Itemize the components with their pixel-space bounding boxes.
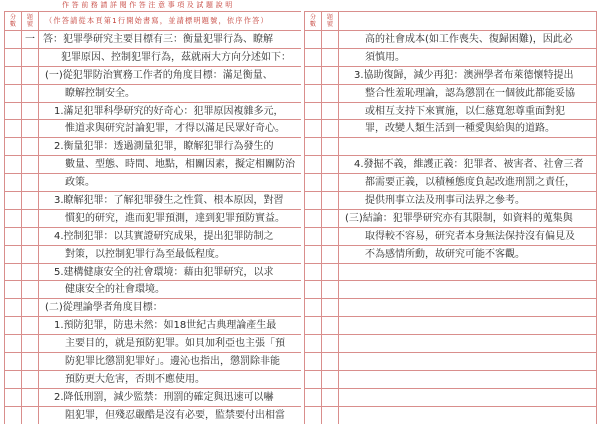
answer-line-text: 5.建構健康安全的社會環境：藉由犯罪研究，以求 <box>54 266 274 278</box>
answer-line <box>5 317 301 335</box>
blank-line <box>305 353 596 371</box>
answer-line <box>305 192 596 210</box>
answer-line-text: 犯罪原因、控制犯罪行為，茲就兩大方向分述如下： <box>61 51 291 63</box>
answer-line <box>5 246 301 264</box>
answer-line <box>5 281 301 299</box>
score-column-header <box>305 12 322 30</box>
answer-line-text: 預防更大危害，否則不應使用。 <box>65 373 205 385</box>
answer-line <box>5 138 301 156</box>
sheet-header <box>305 12 596 31</box>
answer-line-text: 高的社會成本(如工作喪失、復歸困難)，因此必 <box>365 34 573 45</box>
blank-line <box>305 407 596 424</box>
answer-line-text: 1.預防犯罪，防患未然：如18世紀古典理論產生最 <box>54 320 277 332</box>
answer-line <box>5 103 301 121</box>
question-number-column-header <box>22 12 39 30</box>
answer-line <box>305 49 596 67</box>
answer-line-text: 3.瞭解犯罪：了解犯罪發生之性質、根本原因，對習 <box>54 195 284 207</box>
answer-line <box>305 85 596 103</box>
header-blank <box>339 12 345 30</box>
answer-line-text: (三)結論：犯罪學研究亦有其限制，如資料的蒐集與 <box>345 212 573 224</box>
blank-line <box>305 335 596 353</box>
answer-line-text: 2.降低刑罰，減少監禁：刑罰的確定與迅速可以嚇 <box>54 391 274 403</box>
blank-line <box>305 317 596 335</box>
answer-line <box>305 67 596 85</box>
blank-line <box>305 299 596 317</box>
answer-line-text: 1.滿足犯罪科學研究的好奇心：犯罪原因複雜多元， <box>54 105 284 117</box>
answer-line <box>5 174 301 192</box>
answer-line <box>5 264 301 282</box>
answer-line-text: 3.協助復歸，減少再犯：澳洲學者布萊德懷特提出 <box>354 69 574 81</box>
answer-line-text: 2.衡量犯罪：透過測量犯罪，瞭解犯罪行為發生的 <box>54 141 274 153</box>
answer-line-text: 健康安全的社會環境。 <box>65 284 165 296</box>
answer-line-text: 須慎用。 <box>365 51 405 63</box>
sheet-header <box>5 12 301 31</box>
answer-line <box>5 371 301 389</box>
answer-line-text: 阻犯罪，但殘忍嚴酷是沒有必要，監禁要付出相當 <box>65 409 285 421</box>
answer-line-text: 不為感情所動，故研究可能不客觀。 <box>365 248 525 260</box>
answer-sheet-left-page <box>4 11 301 424</box>
blank-line <box>305 138 596 156</box>
question-number-label: 題號 <box>326 14 333 28</box>
blank-line <box>305 281 596 299</box>
answer-line <box>305 228 596 246</box>
question-number: 一 <box>22 31 39 48</box>
answer-line-text: 瞭解控制安全。 <box>65 87 135 99</box>
blank-line <box>305 264 596 282</box>
answer-line <box>5 49 301 67</box>
answer-line <box>305 156 596 174</box>
answer-line <box>5 156 301 174</box>
answer-line <box>5 67 301 85</box>
answer-line <box>5 353 301 371</box>
answer-line-text: 4.控制犯罪：以其實證研究成果，提出犯罪防制之 <box>54 230 274 242</box>
answer-line <box>5 228 301 246</box>
answer-line-text: 整合性羞恥理論，認為懲罰在一個彼此都能妥協 <box>365 87 575 99</box>
answer-line <box>305 31 596 49</box>
answer-line-text: 對策，以控制犯罪行為至最低程度。 <box>65 248 225 260</box>
score-label: 分數 <box>309 14 316 28</box>
answer-line-text: 主要目的，就是預防犯罪。如貝加利亞也主張「預 <box>65 338 285 350</box>
answer-line-text: 政策。 <box>65 177 95 189</box>
blank-line <box>305 371 596 389</box>
question-number-label: 題號 <box>26 14 33 28</box>
answer-line <box>5 31 301 49</box>
answer-line-text: (二)從理論學者角度目標： <box>45 302 163 314</box>
answer-line-text: 答：犯罪學研究主要目標有三：衡量犯罪行為、瞭解 <box>43 34 273 45</box>
answer-line <box>5 299 301 317</box>
question-number-column-header <box>322 12 339 30</box>
answer-line <box>305 120 596 138</box>
answer-line-text: 都需要正義，以積極態度負起改進刑罰之責任， <box>365 177 575 189</box>
answer-line-text: 提供刑事立法及刑事司法界之參考。 <box>365 195 525 207</box>
answer-sheet-right-page <box>304 11 597 424</box>
answer-line <box>305 103 596 121</box>
answer-line <box>5 120 301 138</box>
score-label: 分數 <box>9 14 16 28</box>
answer-line <box>5 389 301 407</box>
score-column-header <box>5 12 22 30</box>
answer-line <box>5 407 301 424</box>
answer-line <box>305 246 596 264</box>
top-notice: 作答前務請詳閱作答注意事項及試題說明 <box>62 1 235 9</box>
writing-instruction: （作答請從本頁第1行開始書寫，並請標明題號，依序作答） <box>45 16 269 25</box>
answer-line <box>5 85 301 103</box>
answer-line-text: 慣犯的研究，進而犯罪預測，達到犯罪預防實益。 <box>65 212 285 224</box>
answer-line-text: 取得較不容易，研究者本身無法保持沒有偏見及 <box>365 230 575 242</box>
answer-line <box>305 174 596 192</box>
answer-line-text: 防犯罪比懲罰犯罪好」。邊沁也指出，懲罰除非能 <box>65 356 280 368</box>
answer-line-text: 或相互支持下來實施，以仁慈寬恕尊重面對犯 <box>365 105 565 117</box>
answer-line <box>5 192 301 210</box>
answer-line <box>305 210 596 228</box>
answer-line <box>5 335 301 353</box>
answer-line-text: 數量、型態、時間、地點，相關因素，擬定相關防治 <box>65 159 295 171</box>
answer-line-text: 罪，改變人類生活到一種愛與給與的道路。 <box>365 123 555 135</box>
answer-line <box>5 210 301 228</box>
answer-line-text: 惟道求與研究討論犯罪，才得以滿足民眾好奇心。 <box>65 123 285 135</box>
blank-line <box>305 389 596 407</box>
answer-line-text: (一)從犯罪防治實務工作者的角度目標：滿足衡量、 <box>45 69 273 81</box>
answer-line-text: 4.發掘不義，維護正義：犯罪者、被害者、社會三者 <box>354 159 584 171</box>
